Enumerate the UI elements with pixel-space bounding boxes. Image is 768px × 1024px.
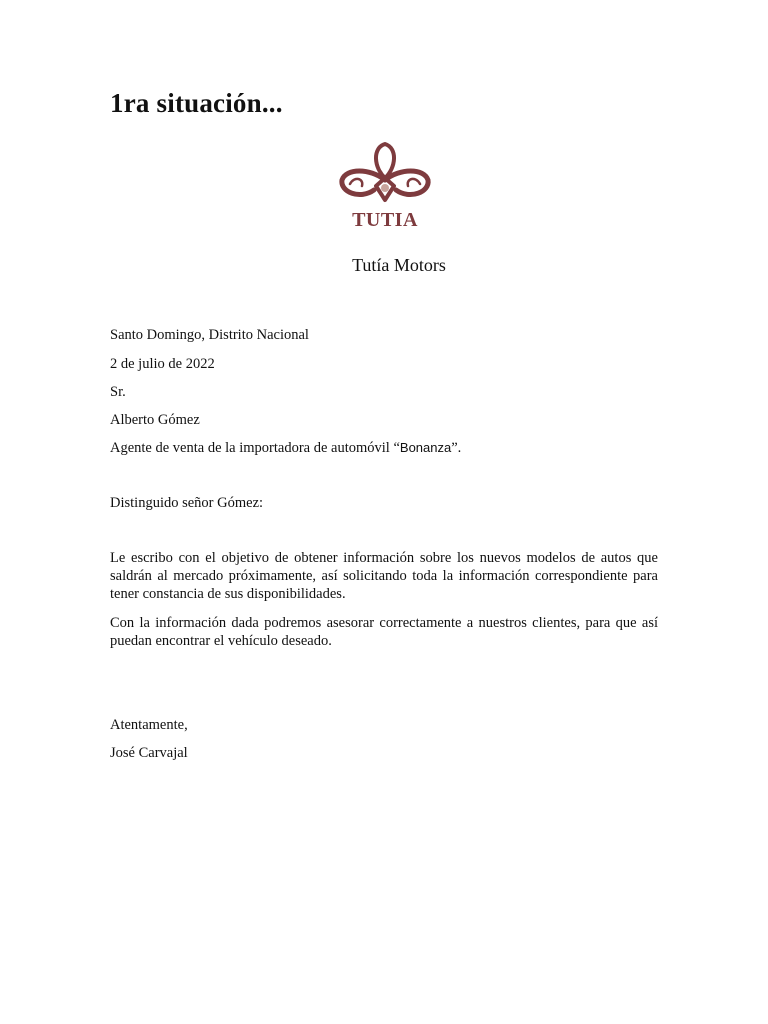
- knot-emblem-icon: [330, 138, 440, 210]
- body-paragraph-1: Le escribo con el objetivo de obtener información sobre los nuevos modelos de autos que saldrán al mercado próximamente, así solicitando toda la información correspondiente para tener constancia de sus disponibilidades.: [110, 550, 658, 602]
- company-name: [0, 253, 768, 277]
- body-paragraph-2: Con la información dada podremos asesorar correctamente a nuestros clientes, para que así puedan encontrar el vehículo deseado.: [110, 615, 658, 649]
- recipient-role-brand: Bonanza: [399, 440, 452, 455]
- letter-date: 2 de julio de 2022: [110, 356, 215, 372]
- closing: Atentamente,: [110, 717, 188, 733]
- logo-wordmark: TUTIA: [352, 209, 418, 231]
- recipient-name: Alberto Gómez: [110, 412, 200, 428]
- letter-place: Santo Domingo, Distrito Nacional: [110, 327, 309, 343]
- signature-name: José Carvajal: [110, 745, 188, 761]
- recipient-title: Sr.: [110, 384, 126, 400]
- company-name-text: Tutía Motors: [352, 255, 446, 275]
- recipient-role-suffix: ”.: [451, 440, 462, 456]
- salutation: Distinguido señor Gómez:: [110, 495, 264, 511]
- page-heading: 1ra situación...: [110, 88, 283, 118]
- recipient-role: [110, 439, 461, 457]
- recipient-role-prefix: Agente de venta de la importadora de automóvil “: [110, 440, 400, 456]
- tutia-logo: [330, 138, 440, 238]
